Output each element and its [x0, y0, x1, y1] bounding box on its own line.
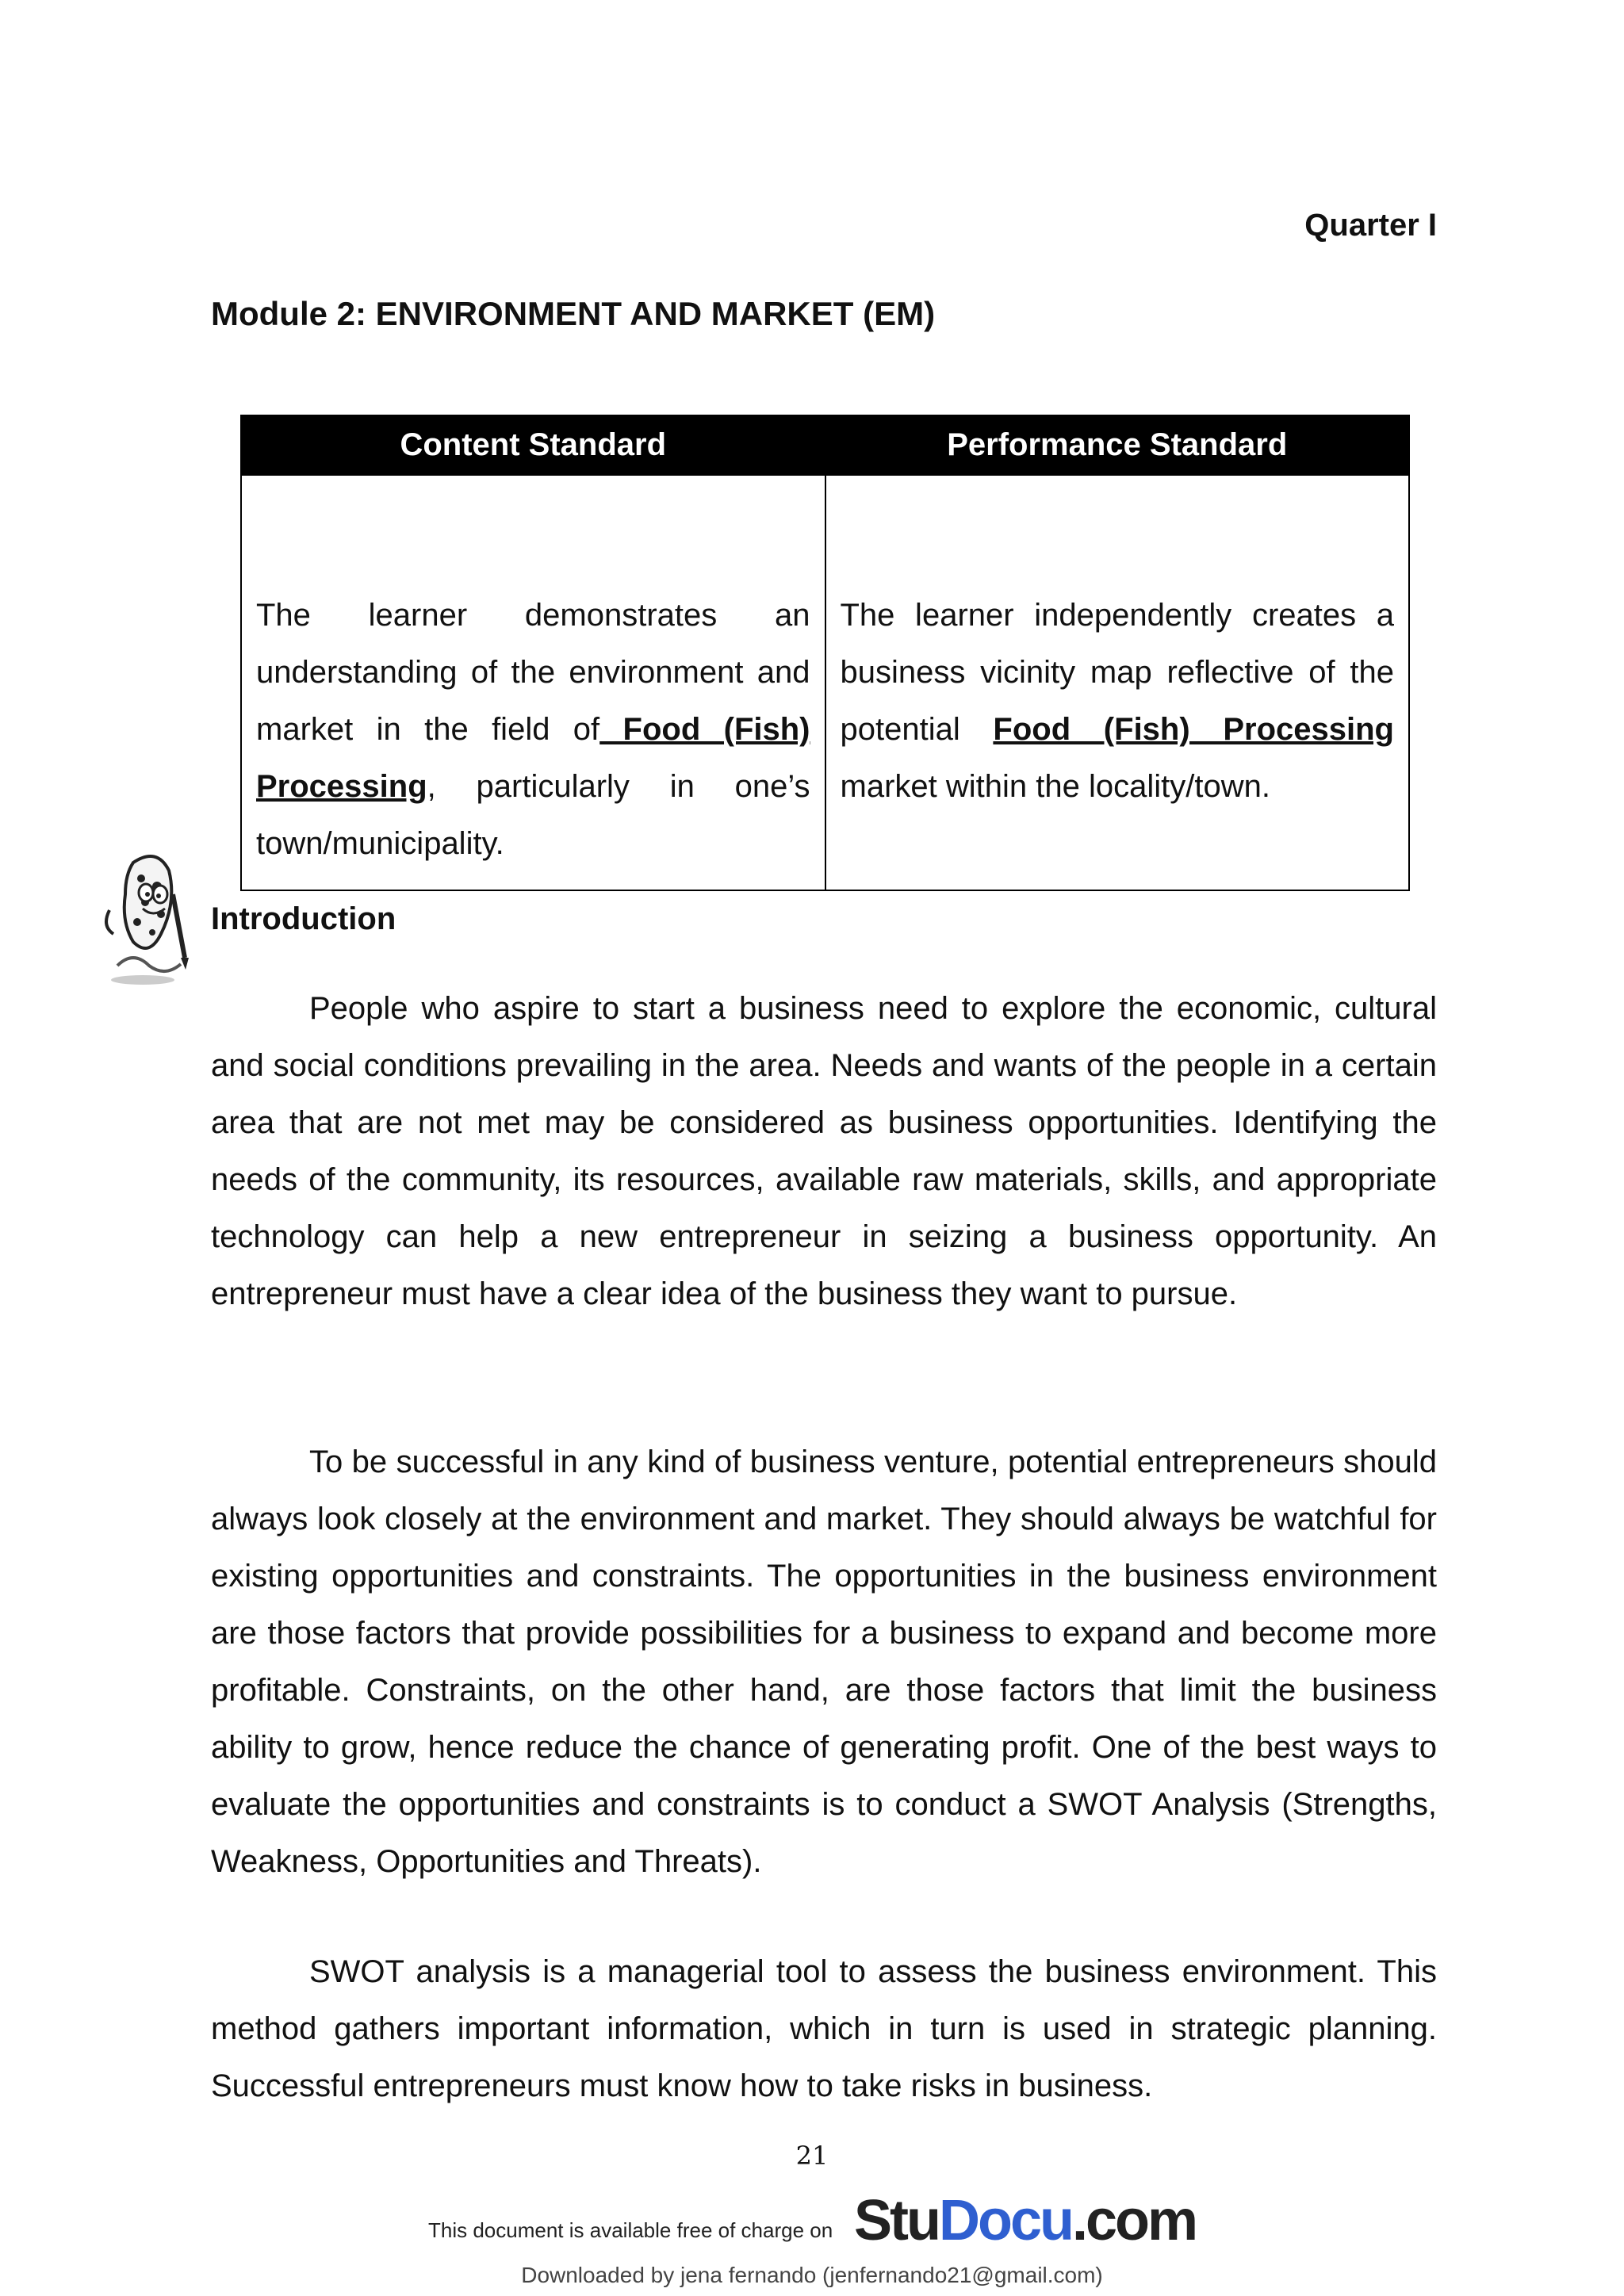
- performance-standard-cell: [825, 475, 1410, 890]
- content-standard-text-after: , particularly in one’s town/municipality.: [256, 769, 810, 861]
- content-standard-highlight-b: Processing: [256, 769, 427, 804]
- standards-table-row: [241, 475, 1409, 890]
- introduction-paragraph-1: People who aspire to start a business need to explore the economic, cultural and social conditions prevailing in the area. Needs and wants of the people in a certain area that are not met may be considered as business opportunities. Identifying the needs of the community, its resources, available raw materials, skills, and appropriate technology can help a new entrepreneur in seizing a business opportunity. An entrepreneur must have a clear idea of the business they want to pursue.: [211, 991, 1437, 1311]
- downloaded-by-text: Downloaded by jena fernando (jenfernando21@gmail.com): [521, 2263, 1103, 2287]
- introduction-heading: Introduction: [211, 901, 396, 936]
- performance-standard-text-before: The learner independently creates a business vicinity map reflective of the potential: [840, 598, 1394, 747]
- performance-standard-highlight: Food (Fish) Processing: [993, 712, 1394, 747]
- introduction-paragraph-2: To be successful in any kind of business venture, potential entrepreneurs should always look closely at the environment and market. They should always be watchful for existing opportunities and constraints. The opportunities in the business environment are those factors that provide possibilities for a business to expand and become more profitable. Constraints, on the other hand, are those factors that limit the business ability to grow, hence reduce the chance of generating profit. One of the best ways to evaluate the opportunities and constraints is to conduct a SWOT Analysis (Strengths, Weakness, Opportunities and Threats).: [211, 1445, 1437, 1879]
- footer-available-text: This document is available free of charge on: [428, 2218, 833, 2242]
- quarter-label: Quarter I: [1304, 208, 1437, 243]
- content-standard-cell: [241, 475, 825, 890]
- content-standard-highlight-a: Food (Fish): [599, 712, 810, 747]
- performance-standard-text-after: market within the locality/town.: [840, 769, 1270, 804]
- content-standard-header: Content Standard: [241, 415, 825, 475]
- module-title: Module 2: ENVIRONMENT AND MARKET (EM): [211, 295, 936, 332]
- introduction-paragraph-3: SWOT analysis is a managerial tool to assess the business environment. This method gathers important information, which in turn is used in strategic planning. Successful entrepreneurs must know how to take risks in business.: [211, 1954, 1437, 2103]
- standards-table: [240, 415, 1410, 891]
- performance-standard-header: Performance Standard: [825, 415, 1410, 475]
- cartoon-pencil-mascot-icon: [94, 847, 205, 986]
- studocu-logo-part-3: .com: [1071, 2189, 1197, 2252]
- page-number: 21: [795, 2141, 829, 2171]
- studocu-logo-part-2: Docu: [938, 2189, 1072, 2252]
- studocu-logo[interactable]: [854, 2188, 1196, 2253]
- standards-table-header-row: [241, 415, 1409, 475]
- studocu-logo-part-1: Stu: [854, 2189, 939, 2252]
- content-standard-text-before: The learner demonstrates an understanding of the environment and market in the field of: [256, 598, 810, 747]
